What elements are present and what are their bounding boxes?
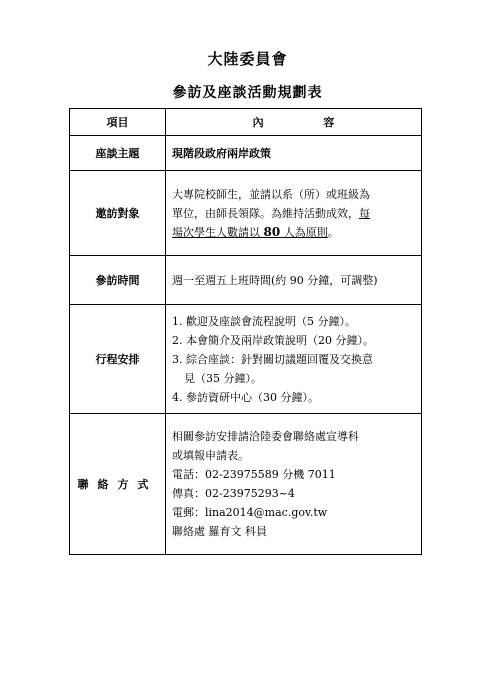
- contact-label-cell: [70, 414, 166, 555]
- target-line-3d: 。: [327, 225, 339, 239]
- schedule-item: 3. 綜合座談：針對關切議題回覆及交換意: [172, 352, 373, 366]
- target-cell: [166, 171, 422, 256]
- col-content-header: [166, 109, 422, 136]
- target-emphasis: [172, 226, 328, 239]
- time-label: 參訪時間: [70, 256, 166, 305]
- target-line-1: 大專院校師生，並請以系（所）或班級為: [172, 187, 370, 201]
- contact-line: 相關參訪安排請洽陸委會聯絡處宣導科: [172, 430, 359, 443]
- topic-value: 現階段政府兩岸政策: [172, 146, 271, 160]
- table-row-contact: [70, 414, 422, 555]
- target-line-3c: 人為原則: [283, 225, 328, 239]
- target-label: 邀訪對象: [70, 171, 166, 256]
- table-row-time: [70, 256, 422, 305]
- target-line-2b: 每: [359, 206, 370, 220]
- topic-label: 座談主題: [70, 136, 166, 171]
- topic-cell: [166, 136, 422, 171]
- target-student-count: 80: [263, 224, 281, 239]
- plan-table: [69, 108, 422, 555]
- schedule-cell: [166, 305, 422, 414]
- time-cell: [166, 256, 422, 305]
- contact-email: 電郵：lina2014@mac.gov.tw: [172, 506, 328, 519]
- table-row-target: [70, 171, 422, 256]
- org-title: 大陸委員會: [207, 50, 288, 68]
- schedule-item: 1. 歡迎及座談會流程說明（5 分鐘）。: [172, 314, 356, 328]
- target-line-2: [172, 204, 417, 223]
- schedule-label: 行程安排: [70, 305, 166, 414]
- schedule-item: 2. 本會簡介及兩岸政策說明（20 分鐘）。: [172, 333, 374, 347]
- contact-person: 聯絡處 羅育文 科員: [172, 525, 267, 538]
- contact-phone: 電話：02-23975589 分機 7011: [172, 468, 336, 481]
- col-item-header: 項目: [70, 109, 166, 136]
- contact-fax: 傳真：02-23975293~4: [172, 487, 295, 500]
- table-row-topic: [70, 136, 422, 171]
- col-content-label: 內 容: [252, 116, 363, 129]
- table-header-row: [70, 109, 422, 136]
- target-line-3: [172, 223, 417, 242]
- schedule-item: 見（35 分鐘）。: [184, 371, 262, 385]
- doc-title: 參訪及座談活動規劃表: [172, 85, 323, 101]
- time-value: 週一至週五上班時間(約 90 分鐘，可調整): [172, 273, 378, 287]
- contact-cell: [166, 414, 422, 555]
- contact-line: 或填報申請表。: [172, 449, 249, 462]
- target-line-3a: 場次學生人數請以: [172, 225, 260, 239]
- table-row-schedule: [70, 305, 422, 414]
- contact-label: 聯絡方式: [77, 478, 158, 491]
- target-line-2a: 單位，由師長領隊。為維持活動成效，: [172, 206, 359, 220]
- schedule-item: 4. 參訪資研中心（30 分鐘）。: [172, 390, 319, 404]
